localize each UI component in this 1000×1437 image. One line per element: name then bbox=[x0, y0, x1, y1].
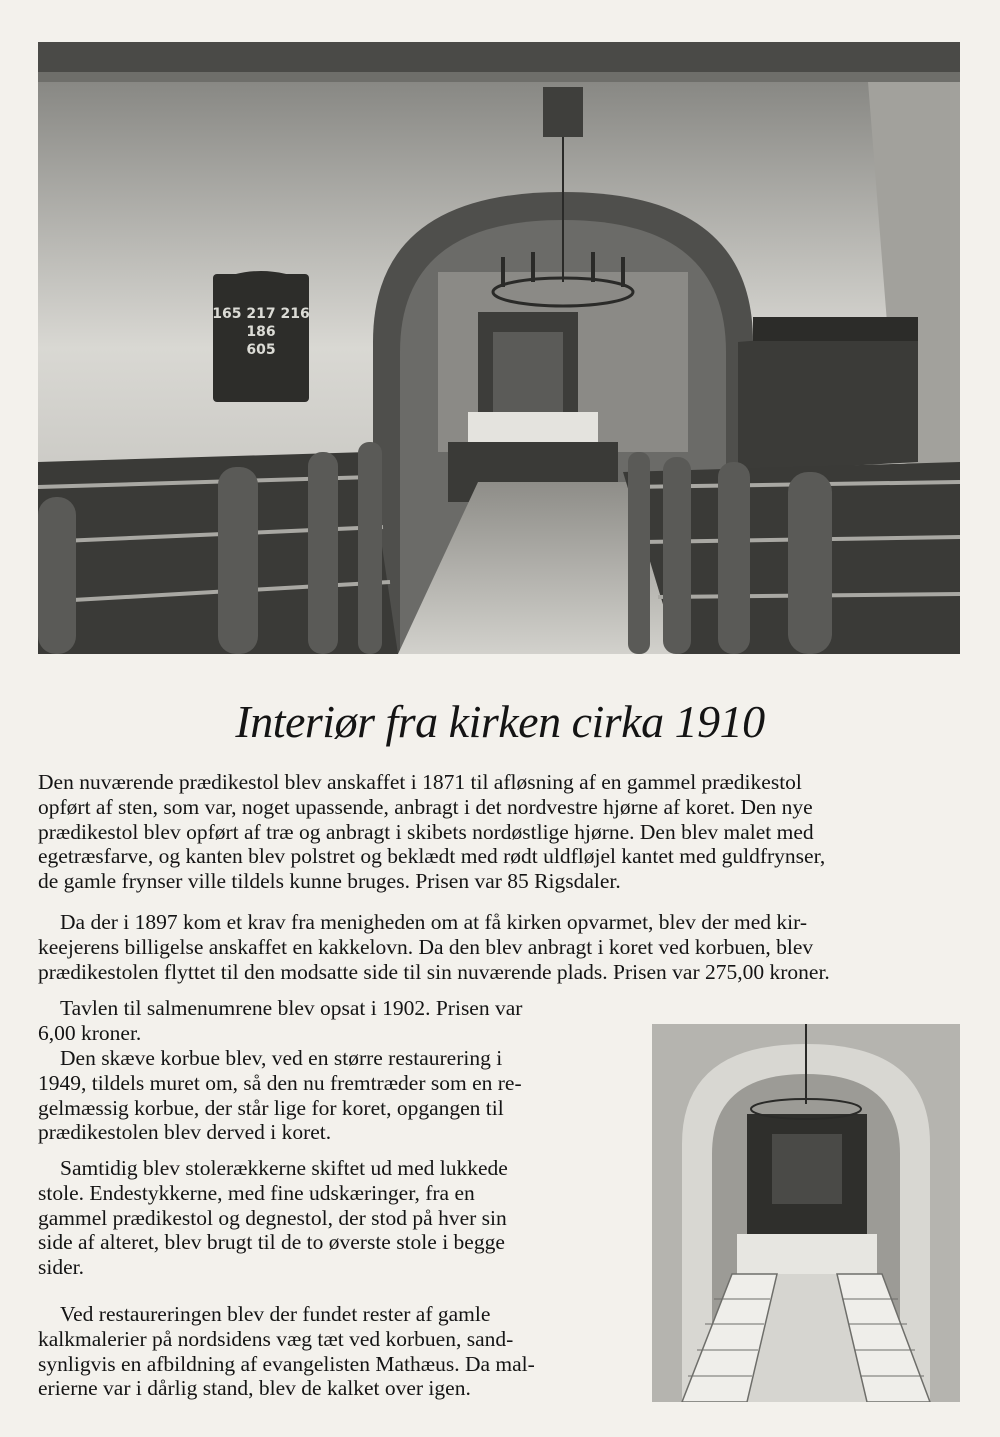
text-line: erierne var i dårlig stand, blev de kalket over igen. bbox=[38, 1376, 471, 1401]
text-line: Da der i 1897 kom et krav fra menigheden om at få kirken opvarmet, blev der med kir- bbox=[60, 910, 808, 934]
text-line: keejerens billigelse anskaffet en kakkelovn. Da den blev anbragt i koret ved korbuen, blev bbox=[38, 934, 814, 959]
text-line: Den nuværende prædikestol blev anskaffet i 1871 til afløsning af en gammel prædikestol bbox=[38, 770, 802, 794]
text-line: prædikestolen flyttet til den modsatte side til sin nuværende plads. Prisen var 275,00 kroner. bbox=[38, 959, 830, 984]
text-line: egetræsfarve, og kanten blev polstret og beklædt med rødt uldfløjel kantet med guldfrynser, bbox=[38, 844, 826, 869]
hymn-board-row2: 186 bbox=[246, 324, 276, 340]
paragraph-hymn-board bbox=[38, 996, 598, 1046]
text-line: de gamle frynser ville tildels kunne bruges. Prisen var 85 Rigsdaler. bbox=[38, 869, 621, 894]
chancel-photo bbox=[652, 1024, 960, 1402]
church-interior-photo bbox=[38, 42, 960, 654]
text-line: Samtidig blev stolerækkerne skiftet ud med lukkede bbox=[60, 1156, 508, 1180]
hymn-board-row1: 165 217 216 bbox=[212, 306, 310, 322]
text-line: Ved restaureringen blev der fundet rester af gamle bbox=[60, 1302, 491, 1326]
paragraph-stove bbox=[38, 910, 960, 984]
text-line: stole. Endestykkerne, med fine udskæringer, fra en bbox=[38, 1180, 475, 1205]
text-line: Tavlen til salmenumrene blev opsat i 1902. Prisen var bbox=[60, 996, 523, 1020]
text-line: opført af sten, som var, noget upassende, anbragt i det nordvestre hjørne af koret. Den nye bbox=[38, 794, 813, 819]
text-line: prædikestolen blev derved i koret. bbox=[38, 1120, 332, 1145]
text-line: Den skæve korbue blev, ved en større restaurering i bbox=[60, 1046, 503, 1070]
page-title: Interiør fra kirken cirka 1910 bbox=[235, 696, 765, 747]
paragraph-chancel-arch bbox=[38, 1046, 608, 1145]
text-line: 6,00 kroner. bbox=[38, 1020, 142, 1045]
paragraph-pulpit bbox=[38, 770, 960, 894]
paragraph-wall-paintings bbox=[38, 1302, 608, 1401]
text-line: side af alteret, blev brugt til de to øverste stole i begge bbox=[38, 1230, 505, 1255]
paragraph-pews bbox=[38, 1156, 608, 1280]
text-line: 1949, tildels muret om, så den nu fremtræder som en re- bbox=[38, 1070, 522, 1095]
text-line: prædikestol blev opført af træ og anbragt i skibets nordøstlige hjørne. Den blev malet med bbox=[38, 819, 814, 844]
text-line: synligvis en afbildning af evangelisten Mathæus. Da mal- bbox=[38, 1351, 535, 1376]
text-line: gammel prædikestol og degnestol, der stod på hver sin bbox=[38, 1205, 507, 1230]
text-line: gelmæssig korbue, der står lige for koret, opgangen til bbox=[38, 1095, 504, 1120]
text-line: sider. bbox=[38, 1255, 84, 1280]
text-line: kalkmalerier på nordsidens væg tæt ved korbuen, sand- bbox=[38, 1326, 514, 1351]
hymn-board-row3: 605 bbox=[246, 342, 276, 358]
